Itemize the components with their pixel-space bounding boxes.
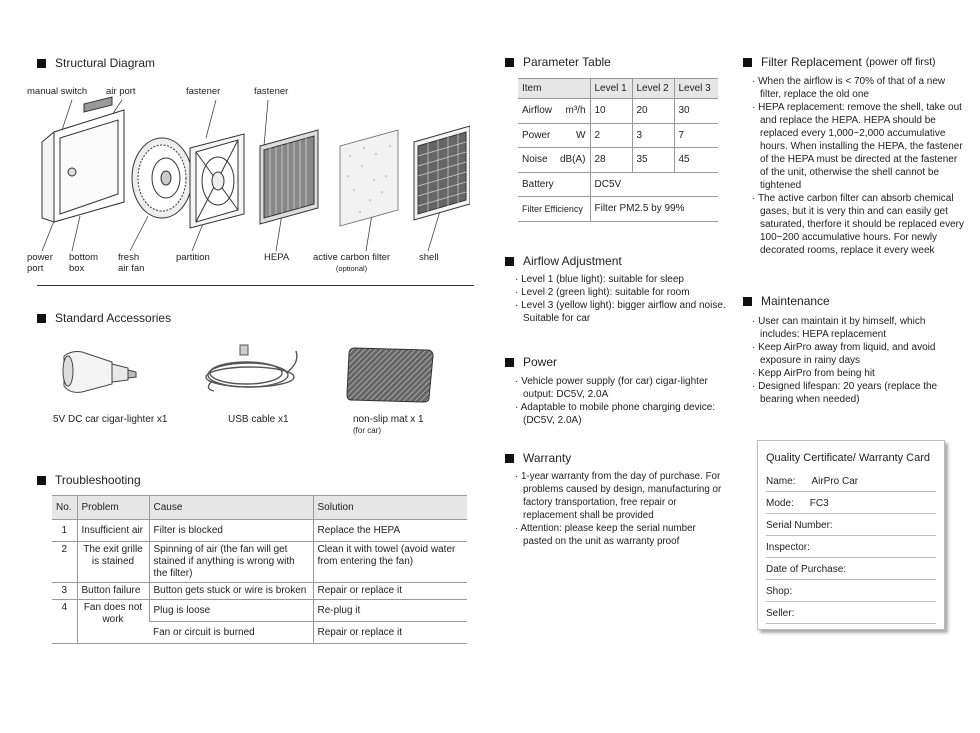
row-number: 1 xyxy=(52,520,77,542)
power-title: Power xyxy=(505,355,557,369)
column-header: Level 2 xyxy=(632,79,674,99)
section-bullet-icon xyxy=(37,476,46,485)
parameter-table xyxy=(518,78,718,222)
problem-cell: Button failure xyxy=(77,583,149,600)
row-number: 2 xyxy=(52,542,77,583)
value-cell: 3 xyxy=(632,123,674,148)
list-item: · Adaptable to mobile phone charging device: (DC5V, 2.0A) xyxy=(515,402,716,426)
label-shell: shell xyxy=(419,252,439,263)
column-header: Solution xyxy=(313,496,467,520)
table-row xyxy=(518,148,718,173)
cause-cell: Button gets stuck or wire is broken xyxy=(149,583,313,600)
maintenance-title: Maintenance xyxy=(743,294,830,308)
label-power-port: power port xyxy=(27,252,53,274)
cause-cell: Fan or circuit is burned xyxy=(149,622,313,644)
warranty-list xyxy=(515,470,725,548)
usb-plug-icon xyxy=(240,345,248,355)
active-carbon-filter-part xyxy=(340,130,398,226)
section-bullet-icon xyxy=(743,58,752,67)
label-bottom-box: bottom box xyxy=(69,252,99,274)
column-header: Problem xyxy=(77,496,149,520)
structural-diagram-title: Structural Diagram xyxy=(37,56,155,70)
list-item: · Level 1 (blue light): suitable for sleep xyxy=(515,274,684,285)
label-hepa: HEPA xyxy=(264,252,290,263)
card-field-shop: Shop: xyxy=(766,580,936,602)
label-manual-switch: manual switch xyxy=(27,86,88,97)
solution-cell: Repair or replace it xyxy=(313,583,467,600)
item-cell: Airflow m³/h xyxy=(518,99,590,124)
value-cell: 35 xyxy=(632,148,674,173)
value-cell: 45 xyxy=(674,148,718,173)
partition-part xyxy=(190,134,244,228)
hepa-part xyxy=(260,130,318,224)
card-field-serial-number: Serial Number: xyxy=(766,514,936,536)
filter-replacement-list xyxy=(752,75,966,257)
shell-part xyxy=(414,126,470,220)
usb-cable-icon xyxy=(200,343,310,395)
accessory-label-non-slip-mat: non-slip mat x 1 (for car) xyxy=(353,414,424,435)
accessory-label-usb-cable: USB cable x1 xyxy=(228,414,289,425)
value-cell: Filter PM2.5 by 99% xyxy=(590,197,718,222)
item-cell: Battery xyxy=(518,172,590,197)
list-item: · Attention: please keep the serial number pasted on the unit as warranty proof xyxy=(515,523,696,547)
cigar-lighter-icon xyxy=(60,346,140,398)
table-row xyxy=(518,197,718,222)
label-air-port: air port xyxy=(106,86,136,97)
table-header-row xyxy=(52,496,467,520)
warranty-card-title: Quality Certificate/ Warranty Card xyxy=(766,452,931,464)
cause-cell: Spinning of air (the fan will get stained if anything is wrong with the filter) xyxy=(149,542,313,583)
section-bullet-icon xyxy=(37,314,46,323)
list-item: · User can maintain it by himself, which includes: HEPA replacement xyxy=(752,316,926,340)
parameter-table-title: Parameter Table xyxy=(505,55,611,69)
card-field-mode: Mode: FC3 xyxy=(766,492,936,514)
troubleshooting-title: Troubleshooting xyxy=(37,473,141,487)
cause-cell: Filter is blocked xyxy=(149,520,313,542)
column-header: Level 3 xyxy=(674,79,718,99)
list-item: · Designed lifespan: 20 years (replace the bearing when needed) xyxy=(752,381,938,405)
exploded-diagram xyxy=(20,96,470,256)
list-item: · When the airflow is < 70% of that of a new filter, replace the old one xyxy=(752,76,946,100)
row-number: 3 xyxy=(52,583,77,600)
warranty-title: Warranty xyxy=(505,451,571,465)
table-row xyxy=(518,172,718,197)
cause-cell: Plug is loose xyxy=(149,600,313,622)
solution-cell: Repair or replace it xyxy=(313,622,467,644)
label-partition: partition xyxy=(176,252,210,263)
section-bullet-icon xyxy=(37,59,46,68)
list-item: · The active carbon filter can absorb chemical gases, but it is very thin and can easily get saturated, therfore it should be replaced every 100~200 accumulative hours. For newly decorated rooms, replace it every week xyxy=(752,193,965,256)
problem-cell: Fan does not work xyxy=(77,600,149,644)
bottom-box-part xyxy=(42,97,124,222)
row-number: 4 xyxy=(52,600,77,644)
problem-cell: The exit grille is stained xyxy=(77,542,149,583)
section-divider xyxy=(37,285,474,286)
column-header: Level 1 xyxy=(590,79,632,99)
column-header: No. xyxy=(52,496,77,520)
maintenance-list xyxy=(752,315,966,406)
section-bullet-icon xyxy=(505,257,514,266)
table-row xyxy=(52,583,467,600)
value-cell: 28 xyxy=(590,148,632,173)
list-item: · Level 3 (yellow light): bigger airflow and noise. Suitable for car xyxy=(515,300,726,324)
section-bullet-icon xyxy=(505,358,514,367)
list-item: · 1-year warranty from the day of purchase. For problems caused by design, manufacturing or factory transportation, free repair or replacement shall be provided xyxy=(515,471,722,521)
list-item: · Level 2 (green light): suitable for room xyxy=(515,287,690,298)
value-cell: 2 xyxy=(590,123,632,148)
item-cell: Filter Efficiency xyxy=(518,197,590,222)
value-cell: 10 xyxy=(590,99,632,124)
section-bullet-icon xyxy=(743,297,752,306)
card-field-name: Name: AirPro Car xyxy=(766,470,936,492)
card-field-seller: Seller: xyxy=(766,602,936,624)
column-header: Item xyxy=(518,79,590,99)
section-bullet-icon xyxy=(505,58,514,67)
list-item: · HEPA replacement: remove the shell, take out and replace the HEPA. HEPA should be replaced every 1,000~2,000 accumulative hours. When installing the HEPA, the fastener of the HEPA must be directed at the fastener of the unit, otherwise the shell cannot be tightened xyxy=(752,102,963,191)
solution-cell: Re-plug it xyxy=(313,600,467,622)
value-cell: 20 xyxy=(632,99,674,124)
item-cell: Noise dB(A) xyxy=(518,148,590,173)
solution-cell: Replace the HEPA xyxy=(313,520,467,542)
item-cell: Power W xyxy=(518,123,590,148)
list-item: · Vehicle power supply (for car) cigar-lighter output: DC5V, 2.0A xyxy=(515,376,708,400)
label-fresh-air-fan: fresh air fan xyxy=(118,252,145,274)
table-row xyxy=(52,600,467,622)
troubleshooting-table xyxy=(52,495,467,644)
label-active-carbon-filter: active carbon filter (optional) xyxy=(313,252,391,273)
problem-cell: Insufficient air xyxy=(77,520,149,542)
table-row xyxy=(52,542,467,583)
label-fastener-1: fastener xyxy=(186,86,221,97)
section-bullet-icon xyxy=(505,454,514,463)
column-header: Cause xyxy=(149,496,313,520)
table-header-row xyxy=(518,79,718,99)
value-cell: 7 xyxy=(674,123,718,148)
non-slip-mat-icon xyxy=(345,346,435,404)
power-list xyxy=(515,375,727,427)
table-row xyxy=(518,123,718,148)
value-cell: DC5V xyxy=(590,172,718,197)
accessory-label-cigar-lighter: 5V DC car cigar-lighter x1 xyxy=(53,414,168,425)
warranty-card xyxy=(757,440,945,630)
card-field-date-of-purchase: Date of Purchase: xyxy=(766,558,936,580)
card-field-inspector: Inspector: xyxy=(766,536,936,558)
filter-replacement-title: Filter Replacement (power off first) xyxy=(743,55,936,69)
solution-cell: Clean it with towel (avoid water from entering the fan) xyxy=(313,542,467,583)
list-item: · Keep AirPro away from liquid, and avoid exposure in rainy days xyxy=(752,342,936,366)
table-row xyxy=(52,520,467,542)
label-fastener-2: fastener xyxy=(254,86,289,97)
airflow-adjustment-title: Airflow Adjustment xyxy=(505,254,622,268)
list-item: · Kepp AirPro from being hit xyxy=(752,368,875,379)
airflow-list xyxy=(515,273,727,325)
value-cell: 30 xyxy=(674,99,718,124)
standard-accessories-title: Standard Accessories xyxy=(37,311,171,325)
fresh-air-fan-part xyxy=(132,138,192,218)
table-row xyxy=(518,99,718,124)
